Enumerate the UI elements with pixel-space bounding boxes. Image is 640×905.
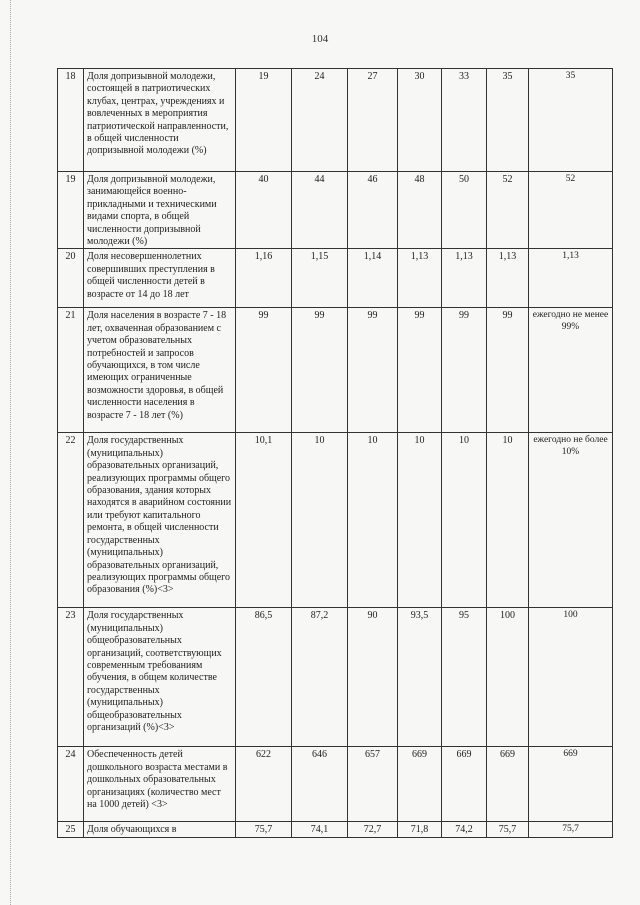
value-cell: 27 (348, 69, 398, 172)
table-row (58, 69, 613, 172)
value-cell: 24 (292, 69, 348, 172)
value-cell: 657 (348, 747, 398, 822)
value-cell: 30 (398, 69, 442, 172)
indicator-description: Доля обучающихся в (84, 822, 236, 837)
value-cell: 99 (487, 308, 529, 433)
value-cell: 1,13 (442, 249, 487, 308)
value-cell: 40 (236, 172, 292, 249)
value-cell: 48 (398, 172, 442, 249)
value-cell: 71,8 (398, 822, 442, 837)
value-cell: 669 (487, 747, 529, 822)
value-cell: 10,1 (236, 433, 292, 608)
value-cell: 646 (292, 747, 348, 822)
target-value-cell: 669 (529, 747, 613, 822)
indicator-description: Доля государственных (муниципальных) общеобразовательных организаций, соответствующих современным требованиям обучения, в общем количестве государственных (муниципальных) общеобразовательных организаций (%)<3> (84, 608, 236, 747)
row-number: 25 (58, 822, 84, 837)
indicator-description: Доля несовершеннолетних совершивших преступления в общей численности детей в возрасте от 14 до 18 лет (84, 249, 236, 308)
value-cell: 35 (487, 69, 529, 172)
row-number: 19 (58, 172, 84, 249)
target-value-cell: ежегодно не менее 99% (529, 308, 613, 433)
value-cell: 99 (236, 308, 292, 433)
value-cell: 10 (398, 433, 442, 608)
value-cell: 10 (292, 433, 348, 608)
row-number: 18 (58, 69, 84, 172)
value-cell: 10 (487, 433, 529, 608)
row-number: 24 (58, 747, 84, 822)
row-number: 23 (58, 608, 84, 747)
indicator-description: Доля государственных (муниципальных) образовательных организаций, реализующих программы общего образования, здания которых находятся в аварийном состоянии или требуют капитального ремонта, в общей численности государственных (муниципальных) образовательных организаций, реализующих программы общего образования (%)<3> (84, 433, 236, 608)
value-cell: 50 (442, 172, 487, 249)
page-number: 104 (311, 33, 329, 45)
value-cell: 99 (398, 308, 442, 433)
value-cell: 86,5 (236, 608, 292, 747)
value-cell: 19 (236, 69, 292, 172)
value-cell: 99 (442, 308, 487, 433)
value-cell: 1,14 (348, 249, 398, 308)
value-cell: 1,16 (236, 249, 292, 308)
value-cell: 52 (487, 172, 529, 249)
value-cell: 99 (348, 308, 398, 433)
row-number: 22 (58, 433, 84, 608)
table-row (58, 608, 613, 747)
value-cell: 33 (442, 69, 487, 172)
indicator-description: Доля населения в возрасте 7 - 18 лет, охваченная образованием с учетом образовательных потребностей и запросов обучающихся, в том числе имеющих ограниченные возможности здоровья, в общей численности населения в возрасте 7 - 18 лет (%) (84, 308, 236, 433)
value-cell: 1,13 (487, 249, 529, 308)
page-left-edge (10, 0, 11, 905)
row-number: 21 (58, 308, 84, 433)
table-row (58, 308, 613, 433)
indicator-description: Доля допризывной молодежи, состоящей в патриотических клубах, центрах, учреждениях и вовлеченных в мероприятия патриотической направленности, в общей численности допризывной молодежи (%) (84, 69, 236, 172)
indicator-description: Доля допризывной молодежи, занимающейся военно-прикладными и техническими видами спорта, в общей численности допризывной молодежи (%) (84, 172, 236, 249)
table-row (58, 822, 613, 837)
table-row (58, 747, 613, 822)
value-cell: 44 (292, 172, 348, 249)
target-value-cell: 1,13 (529, 249, 613, 308)
value-cell: 90 (348, 608, 398, 747)
value-cell: 99 (292, 308, 348, 433)
value-cell: 622 (236, 747, 292, 822)
value-cell: 74,2 (442, 822, 487, 837)
indicator-table (57, 68, 613, 838)
value-cell: 95 (442, 608, 487, 747)
value-cell: 669 (398, 747, 442, 822)
value-cell: 72,7 (348, 822, 398, 837)
value-cell: 10 (442, 433, 487, 608)
row-number: 20 (58, 249, 84, 308)
value-cell: 46 (348, 172, 398, 249)
value-cell: 74,1 (292, 822, 348, 837)
table-row (58, 433, 613, 608)
value-cell: 100 (487, 608, 529, 747)
value-cell: 75,7 (236, 822, 292, 837)
table-row (58, 172, 613, 249)
target-value-cell: 52 (529, 172, 613, 249)
value-cell: 87,2 (292, 608, 348, 747)
target-value-cell: 75,7 (529, 822, 613, 837)
table-row (58, 249, 613, 308)
value-cell: 1,13 (398, 249, 442, 308)
value-cell: 93,5 (398, 608, 442, 747)
target-value-cell: 100 (529, 608, 613, 747)
value-cell: 10 (348, 433, 398, 608)
value-cell: 1,15 (292, 249, 348, 308)
value-cell: 669 (442, 747, 487, 822)
value-cell: 75,7 (487, 822, 529, 837)
indicator-description: Обеспеченность детей дошкольного возраста местами в дошкольных образовательных организациях (количество мест на 1000 детей) <3> (84, 747, 236, 822)
target-value-cell: ежегодно не более 10% (529, 433, 613, 608)
target-value-cell: 35 (529, 69, 613, 172)
